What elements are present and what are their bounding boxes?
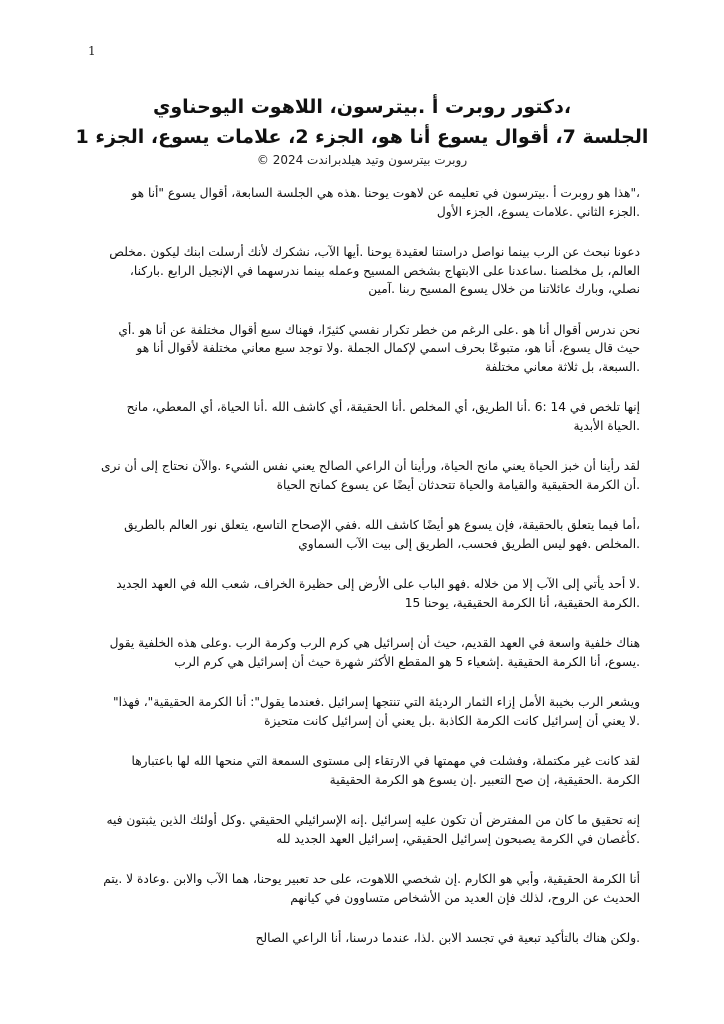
paragraph: ،أما فيما يتعلق بالحقيقة، فإن يسوع هو أيضًا كاشف الله .ففي الإصحاح التاسع، يتعلق نور العالم بالطريق .المخلص .فهو ليس الطريق فحسب، الطريق إلى بيت الآب السماوي (124, 518, 640, 551)
copyright-line: روبرت بيترسون وتيد هيلدبراندت 2024 © (256, 153, 468, 167)
title-line-2: الجلسة 7، أقوال يسوع أنا هو، الجزء 2، علامات يسوع، الجزء 1 (75, 126, 649, 148)
page-number: 1 (88, 44, 96, 58)
paragraph: دعونا نبحث عن الرب بينما نواصل دراستنا لعقيدة يوحنا .أيها الآب، نشكرك لأنك أرسلت ابنك ليكون .مخلص العالم، بل مخلصنا .ساعدنا على الابتهاج بشخص المسيح وعمله بينما ندرسهما في الإنجيل الرابع .باركنا، نصلي، وبارك عائلاتنا من خلال يسوع المسيح ربنا .آمين (109, 245, 640, 296)
paragraph: ويشعر الرب بخيبة الأمل إزاء الثمار الرديئة التي تنتجها إسرائيل .فعندما يقول": أنا الكرمة الحقيقية"، فهذا" .لا يعني أن إسرائيل كانت الكرمة الكاذبة .بل يعني أن إسرائيل كانت متحيزة (113, 695, 640, 728)
paragraph: .ولكن هناك بالتأكيد تبعية في تجسد الابن .لذا، عندما درسنا، أنا الراعي الصالح (255, 931, 640, 945)
paragraph: إنه تحقيق ما كان من المفترض أن تكون عليه إسرائيل .إنه الإسرائيلي الحقيقي .وكل أولئك الذين يثبتون فيه .كأغصان في الكرمة يصبحون إسرائيل الحقيقي، إسرائيل العهد الجديد لله (106, 813, 640, 846)
paragraph: لقد كانت غير مكتملة، وفشلت في مهمتها في الارتقاء إلى مستوى السمعة التي منحها الله لها باعتبارها الكرمة .الحقيقية، إن صح التعبير .إن يسوع هو الكرمة الحقيقية (131, 754, 640, 787)
paragraph: هناك خلفية واسعة في العهد القديم، حيث أن إسرائيل هي كرم الرب وكرمة الرب .وعلى هذه الخلفية يقول .يسوع، أنا الكرمة الحقيقية .إشعياء 5 هو المقطع الأكثر شهرة حيث أن إسرائيل هي كرم الرب (109, 636, 640, 669)
paragraph: أنا الكرمة الحقيقية، وأبي هو الكارم .إن شخصي اللاهوت، على حد تعبير يوحنا، هما الآب والابن .وعادة لا .يتم الحديث عن الروح، لذلك فإن العديد من الأشخاص متساوون في كيانهم (103, 872, 640, 905)
paragraph: إنها تلخص في 14 :6 .أنا الطريق، أي المخلص .أنا الحقيقة، أي كاشف الله .أنا الحياة، أي المعطي، مانح .الحياة الأبدية (126, 400, 640, 433)
paragraph: لقد رأينا أن خبز الحياة يعني مانح الحياة، ورأينا أن الراعي الصالح يعني نفس الشيء .والآن نحتاج إلى أن نرى .أن الكرمة الحقيقية والقيامة والحياة تتحدثان أيضًا عن يسوع كمانح الحياة (101, 459, 640, 492)
title-line-1: ،دكتور روبرت أ .بيترسون، اللاهوت اليوحناوي (152, 96, 572, 118)
document-body (100, 184, 640, 970)
paragraph: نحن ندرس أقوال أنا هو .على الرغم من خطر تكرار نفسي كثيرًا، فهناك سبع أقوال مختلفة عن أنا هو .أي حيث قال يسوع، أنا هو، متبوعًا بحرف اسمي لإكمال الجملة .ولا توجد سبع معاني مختلفة لأقوال أنا هو .السبعة، بل ثلاثة معاني مختلفة (118, 322, 640, 374)
paragraph: ،"هذا هو روبرت أ .بيترسون في تعليمه عن لاهوت يوحنا .هذه هي الجلسة السابعة، أقوال يسوع "أنا هو .الجزء الثاني .علامات يسوع، الجزء الأول (131, 186, 640, 219)
paragraph: .لا أحد يأتي إلى الآب إلا من خلاله .فهو الباب على الأرض إلى حظيرة الخراف، شعب الله في العهد الجديد .الكرمة الحقيقية، أنا الكرمة الحقيقية، يوحنا 15 (116, 577, 640, 610)
document-header (60, 92, 664, 168)
